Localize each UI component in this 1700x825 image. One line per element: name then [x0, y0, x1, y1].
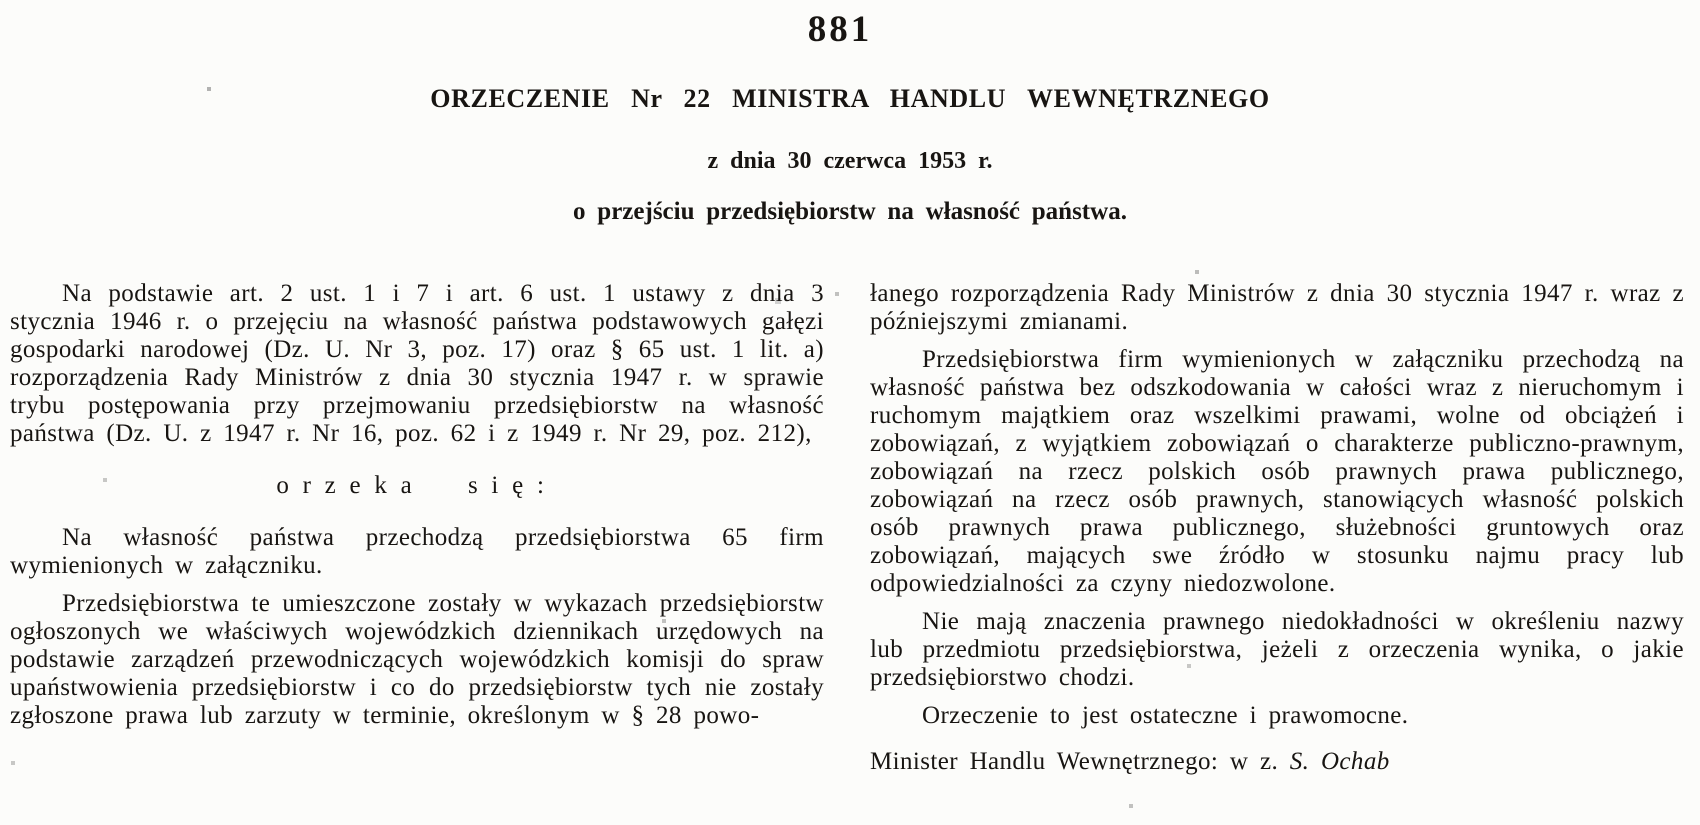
paragraph-listing: Przedsiębiorstwa te umieszczone zostały w wykazach przedsiębiorstw ogłoszonych we właściwych wojewódzkich dziennikach urzędowych na podstawie zarządzeń przewodniczących wojewódzkich komisji do spraw upaństwowienia przedsiębiorstw i co do przedsiębiorstw tych nie zostały zgłoszone prawa lub zarzuty w terminie, określonym w § 28 powo- [10, 590, 824, 729]
signature-line [870, 748, 1684, 776]
paragraph-final: Orzeczenie to jest ostateczne i prawomocne. [922, 702, 1409, 729]
paragraph-decision: Na własność państwa przechodzą przedsiębiorstwa 65 firm wymienionych w załączniku. [10, 524, 824, 579]
right-column [870, 280, 1684, 786]
document-title: ORZECZENIE Nr 22 MINISTRA HANDLU WEWNĘTRZNEGO [430, 84, 1270, 113]
signature-prefix: Minister Handlu Wewnętrznego: w z. [870, 748, 1290, 775]
paragraph-inaccuracies: Nie mają znaczenia prawnego niedokładności w określeniu nazwy lub przedmiotu przedsiębiorstwa, jeżeli z orzeczenia wynika, o jakie przedsiębiorstwo chodzi. [870, 608, 1684, 691]
document-date-line: z dnia 30 czerwca 1953 r. [707, 148, 993, 174]
paragraph-continuation: łanego rozporządzenia Rady Ministrów z dnia 30 stycznia 1947 r. wraz z późniejszymi zmianami. [870, 280, 1684, 335]
section-heading-orzeka-sie: orzeka się: [276, 472, 558, 499]
document-subject-line: o przejściu przedsiębiorstw na własność państwa. [573, 198, 1127, 225]
paragraph-transfer: Przedsiębiorstwa firm wymienionych w załączniku przechodzą na własność państwa bez odszkodowania w całości wraz z nieruchomym i ruchomym majątkiem oraz wszelkimi prawami, wolne od obciążeń i zobowiązań, z wyjątkiem zobowiązań o charakterze publiczno-prawnym, zobowiązań na rzecz polskich osób prawnych prawa publicznego, zobowiązań na rzecz osób prawnych, stanowiących własność polskich osób prawnych prawa publicznego, służebności gruntowych oraz zobowiązań, mających swe źródło w stosunku najmu pracy lub odpowiedzialności za czyny niedozwolone. [870, 346, 1684, 597]
two-column-body [10, 280, 1684, 786]
left-column [10, 280, 824, 786]
signature-name: S. Ochab [1289, 748, 1390, 775]
paragraph-legal-basis: Na podstawie art. 2 ust. 1 i 7 i art. 6 ust. 1 ustawy z dnia 3 stycznia 1946 r. o przejęciu na własność państwa podstawowych gałęzi gospodarki narodowej (Dz. U. Nr 3, poz. 17) oraz § 65 ust. 1 lit. a) rozporządzenia Rady Ministrów z dnia 30 stycznia 1947 r. w sprawie trybu postępowania przy przejmowaniu przedsiębiorstw na własność państwa (Dz. U. z 1947 r. Nr 16, poz. 62 i z 1949 r. Nr 29, poz. 212), [10, 280, 824, 447]
page-number: 881 [807, 9, 873, 50]
scan-noise-specks [0, 0, 2, 2]
